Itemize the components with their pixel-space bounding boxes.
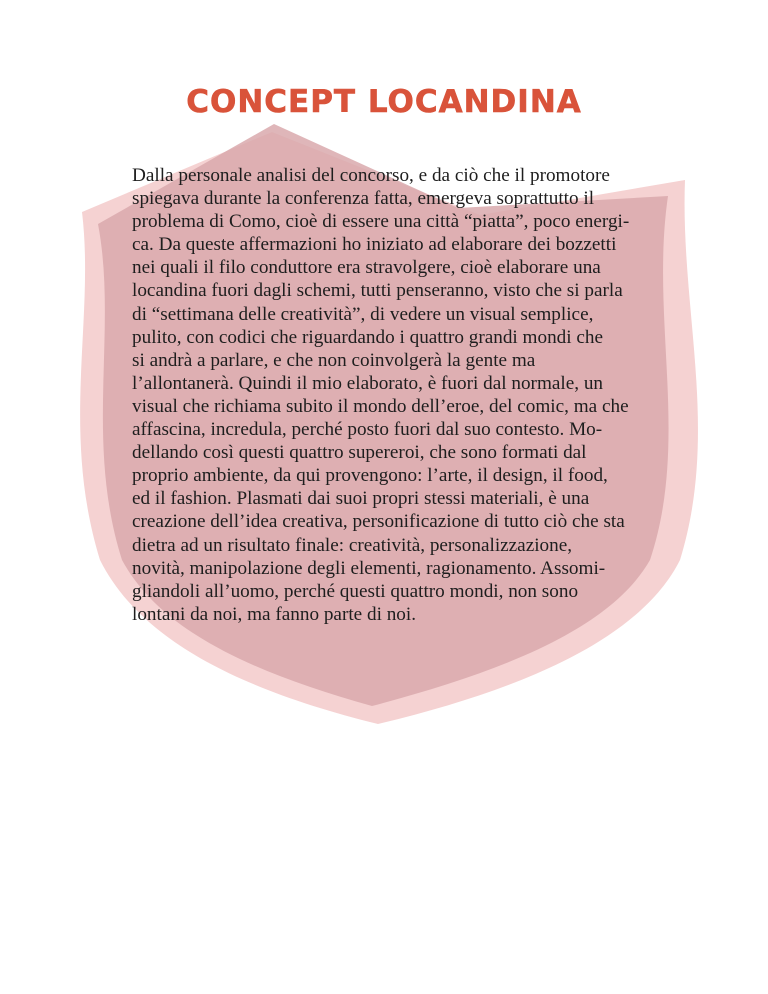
text-line: affascina, incredula, perché posto fuori dal suo contesto. Mo- xyxy=(132,419,603,441)
text-line: si andrà a parlare, e che non coinvolgerà la gente ma xyxy=(132,349,536,371)
text-line: dellando così questi quattro supereroi, che sono formati dal xyxy=(132,442,587,464)
text-line: nei quali il filo conduttore era stravolgere, cioè elaborare una xyxy=(132,257,601,279)
text-line: di “settimana delle creatività”, di vedere un visual semplice, xyxy=(132,303,594,325)
text-line: gliandoli all’uomo, perché questi quattro mondi, non sono xyxy=(132,580,579,602)
text-line: l’allontanerà. Quindi il mio elaborato, è fuori dal normale, un xyxy=(132,372,604,394)
text-line: proprio ambiente, da qui provengono: l’arte, il design, il food, xyxy=(132,465,608,487)
text-line: locandina fuori dagli schemi, tutti penseranno, visto che si parla xyxy=(132,280,623,302)
text-line: Dalla personale analisi del concorso, e da ciò che il promotore xyxy=(132,165,610,186)
text-line: spiegava durante la conferenza fatta, emergeva soprattutto il xyxy=(132,188,595,210)
text-line: visual che richiama subito il mondo dell’eroe, del comic, ma che xyxy=(132,395,629,417)
text-line: problema di Como, cioè di essere una città “piatta”, poco energi- xyxy=(132,211,630,233)
text-line: ca. Da queste affermazioni ho iniziato ad elaborare dei bozzetti xyxy=(132,234,617,256)
text-line: pulito, con codici che riguardando i quattro grandi mondi che xyxy=(132,326,604,348)
page-title: CONCEPT LOCANDINA xyxy=(186,84,582,120)
text-line: novità, manipolazione degli elementi, ragionamento. Assomi- xyxy=(132,557,606,579)
body-paragraph xyxy=(132,164,652,626)
text-line: lontani da noi, ma fanno parte di noi. xyxy=(132,603,417,625)
text-line: ed il fashion. Plasmati dai suoi propri stessi materiali, è una xyxy=(132,488,590,510)
text-line: dietra ad un risultato finale: creatività, personalizzazione, xyxy=(132,534,573,556)
text-line: creazione dell’idea creativa, personificazione di tutto ciò che sta xyxy=(132,511,625,533)
